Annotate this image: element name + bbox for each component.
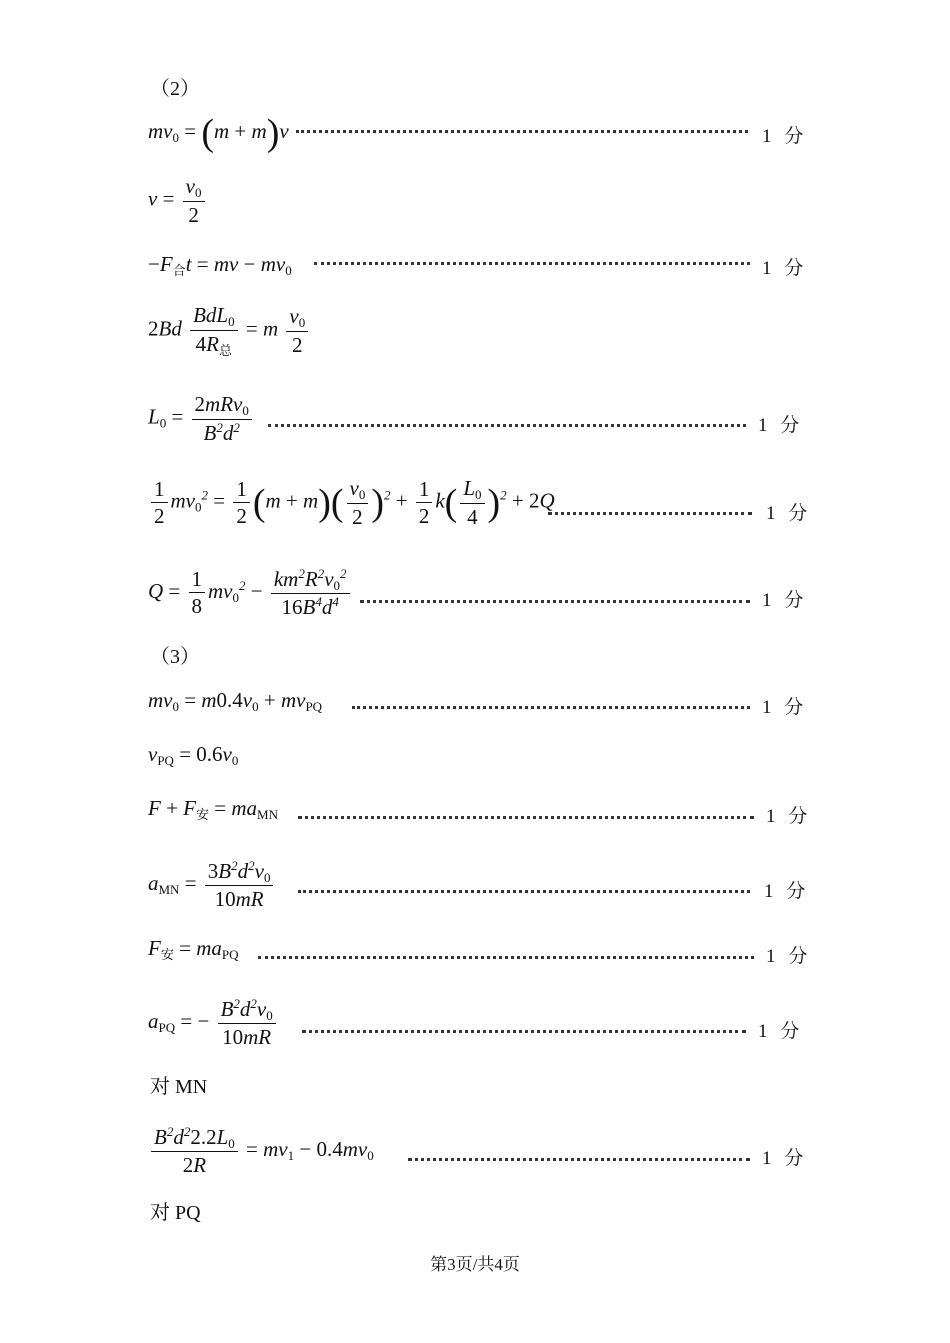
equation-3: $-F_合t$ = mv − $mv_0$	[148, 251, 292, 278]
equation-9: $v_{PQ} = 0.6v_0$	[148, 741, 239, 768]
equation-1: $mv_0 = (m + m)v$	[148, 112, 289, 154]
score-label: 1 分	[762, 126, 808, 147]
leader-dots	[360, 600, 750, 603]
leader-dots	[548, 512, 752, 515]
leader-dots	[298, 816, 754, 819]
leader-dots	[258, 956, 754, 959]
score-label: 1 分	[762, 1148, 808, 1169]
equation-7: Q = $\frac{1}{8}$ $mv_0^2$ − $\frac{km^2R^2v_0^2}{16B^4d^4}$	[148, 558, 353, 628]
leader-dots	[268, 424, 746, 427]
text-dui-pq: 对 PQ	[150, 1202, 201, 1224]
leader-dots	[296, 130, 748, 133]
equation-2: v = $\frac{v_0}{2}$	[148, 166, 208, 236]
text-dui-mn: 对 MN	[150, 1076, 208, 1098]
equation-11: $a_{MN}$ = $\frac{3B^2d^2v_0}{10mR}$	[148, 850, 276, 920]
equation-12: $F_安 = ma_{PQ}$	[148, 935, 239, 962]
equation-13: $a_{PQ}$ = − $\frac{B^2d^2v_0}{10mR}$	[148, 988, 279, 1058]
leader-dots	[298, 890, 750, 893]
equation-10: $F + F_安 = ma_{MN}$	[148, 795, 278, 822]
score-label: 1 分	[766, 503, 812, 524]
score-label: 1 分	[766, 946, 812, 967]
score-label: 1 分	[758, 1021, 804, 1042]
equation-5: $L_0$ = $\frac{2mRv_0}{B^2d^2}$	[148, 384, 255, 454]
equation-4: 2Bd $\frac{BdL_0}{4R_总}$ = m $\frac{v_0}{2}$	[148, 296, 311, 366]
equation-8: $mv_0 = m0.4v_0 + mv_{PQ}$	[148, 687, 323, 714]
score-label: 1 分	[766, 806, 812, 827]
section-label-3: （3）	[150, 646, 200, 668]
page-number: 第3页/共4页	[430, 1255, 520, 1274]
leader-dots	[302, 1030, 746, 1033]
score-label: 1 分	[758, 415, 804, 436]
score-label: 1 分	[762, 590, 808, 611]
score-label: 1 分	[764, 881, 810, 902]
leader-dots	[408, 1158, 750, 1161]
equation-6: $\frac{1}{2}$ $mv_0^2$ = $\frac{1}{2}$ (m + m)( $\frac{v_0}{2}$ )$^2$ + $\frac{1}{2}$ k( $\frac{L_0}{4}$ )$^2$ + 2Q	[148, 468, 555, 538]
score-label: 1 分	[762, 258, 808, 279]
equation-14: $\frac{B^2d^22.2L_0}{2R}$ = $mv_1 - 0.4mv_0$	[148, 1116, 374, 1186]
leader-dots	[314, 262, 750, 265]
section-label-2: （2）	[150, 78, 200, 100]
score-label: 1 分	[762, 697, 808, 718]
leader-dots	[352, 706, 750, 709]
